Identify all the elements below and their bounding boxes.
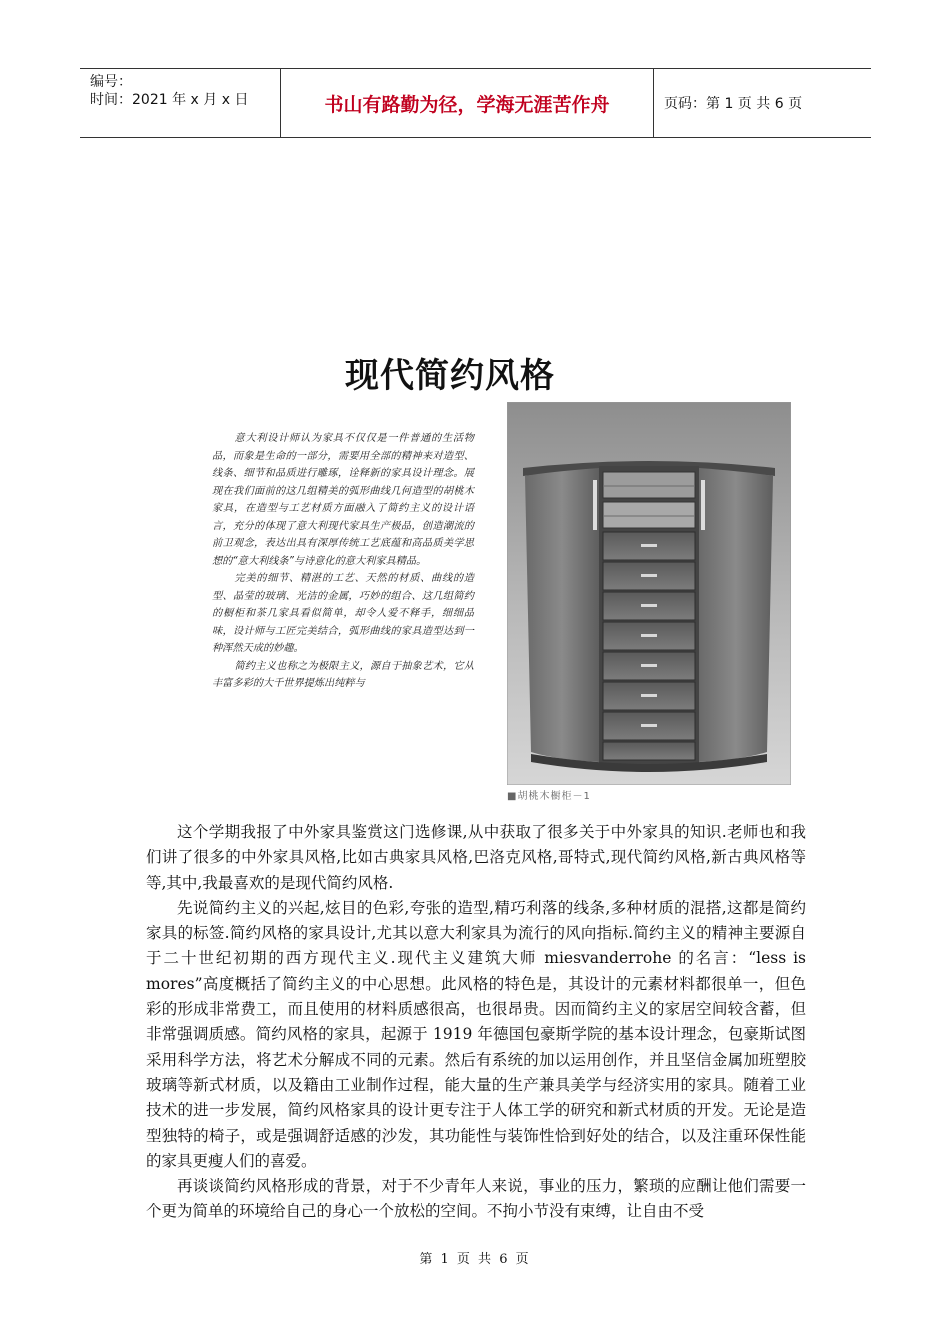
body-text bbox=[146, 820, 806, 1225]
page-footer: 第 1 页 共 6 页 bbox=[419, 1252, 531, 1267]
drawers bbox=[603, 532, 695, 760]
body-paragraph-3: 再谈谈简约风格形成的背景，对于不少青年人来说，事业的压力，繁琐的应酬让他们需要一个更为简单的环境给自己的身心一个放松的空间。不拘小节没有束缚，让自由不受 bbox=[146, 1177, 806, 1221]
scan-paragraph-3: 简约主义也称之为极限主义，源自于抽象艺术，它从丰富多彩的大千世界提炼出纯粹与 bbox=[212, 660, 474, 689]
scan-paragraph-2: 完美的细节、精湛的工艺、天然的材质、曲线的造型、晶莹的玻璃、光洁的金属，巧妙的组合、这几组简约的橱柜和茶几家具看似简单，却令人爱不释手，细细品味，设计师与工匠完美结合，弧形曲线的家具造型达到一种浑然天成的妙趣。 bbox=[212, 573, 474, 654]
header-left-cell bbox=[80, 69, 281, 137]
scan-paragraph-1: 意大利设计师认为家具不仅仅是一件普通的生活物品，而象是生命的一部分，需要用全部的精神来对造型、线条、细节和品质进行雕琢，诠释新的家具设计理念。展现在我们面前的这几组精美的弧形曲线几何造型的胡桃木家具，在造型与工艺材质方面融入了简约主义的设计语言，充分的体现了意大利现代家具生产极品，创造潮流的前卫观念，表达出具有深厚传统工艺底蕴和高品质美学思想的“意大利线条”与诗意化的意大利家具精品。 bbox=[212, 433, 474, 567]
page-info: 页码：第 1 页 共 6 页 bbox=[664, 96, 803, 112]
walnut-cabinet-photo bbox=[507, 402, 791, 785]
date-label: 时间：2021 年 x 月 x 日 bbox=[90, 92, 249, 108]
code-label: 编号： bbox=[90, 74, 132, 90]
motto: 书山有路勤为径，学海无涯苦作舟 bbox=[281, 69, 654, 137]
scanned-figure bbox=[200, 398, 800, 808]
page-title: 现代简约风格 bbox=[345, 356, 555, 396]
body-paragraph-1: 这个学期我报了中外家具鉴赏这门选修课,从中获取了很多关于中外家具的知识.老师也和我们讲了很多的中外家具风格,比如古典家具风格,巴洛克风格,哥特式,现代简约风格,新古典风格等等,其中,我最喜欢的是现代简约风格. bbox=[146, 823, 806, 892]
scanned-text bbox=[212, 430, 474, 693]
figure-caption: ■胡桃木橱柜－1 bbox=[507, 791, 591, 802]
page-header bbox=[80, 68, 871, 138]
body-paragraph-2: 先说简约主义的兴起,炫目的色彩,夸张的造型,精巧利落的线条,多种材质的混搭,这都是简约家具的标签.简约风格的家具设计,尤其以意大利家具为流行的风向指标.简约主义的精神主要源自于二十世纪初期的西方现代主义.现代主义建筑大师 miesvanderrohe 的名言：“less is mores”高度概括了简约主义的中心思想。此风格的特色是，其设计的元素材料都很单一，但色彩的形成非常费工，而且使用的材料质感很高，也很昂贵。因而简约主义的家居空间较含蓄，但非常强调质感。简约风格的家具，起源于 1919 年德国包豪斯学院的基本设计理念，包豪斯试图采用科学方法，将艺术分解成不同的元素。然后有系统的加以运用创作，并且坚信金属加班塑胶玻璃等新式材质，以及籍由工业制作过程，能大量的生产兼具美学与经济实用的家具。随着工业技术的进一步发展，简约风格家具的设计更专注于人体工学的研究和新式材质的开发。无论是造型独特的椅子，或是强调舒适感的沙发，其功能性与装饰性恰到好处的结合，以及注重环保性能的家具更瘦人们的喜爱。 bbox=[146, 898, 806, 1170]
